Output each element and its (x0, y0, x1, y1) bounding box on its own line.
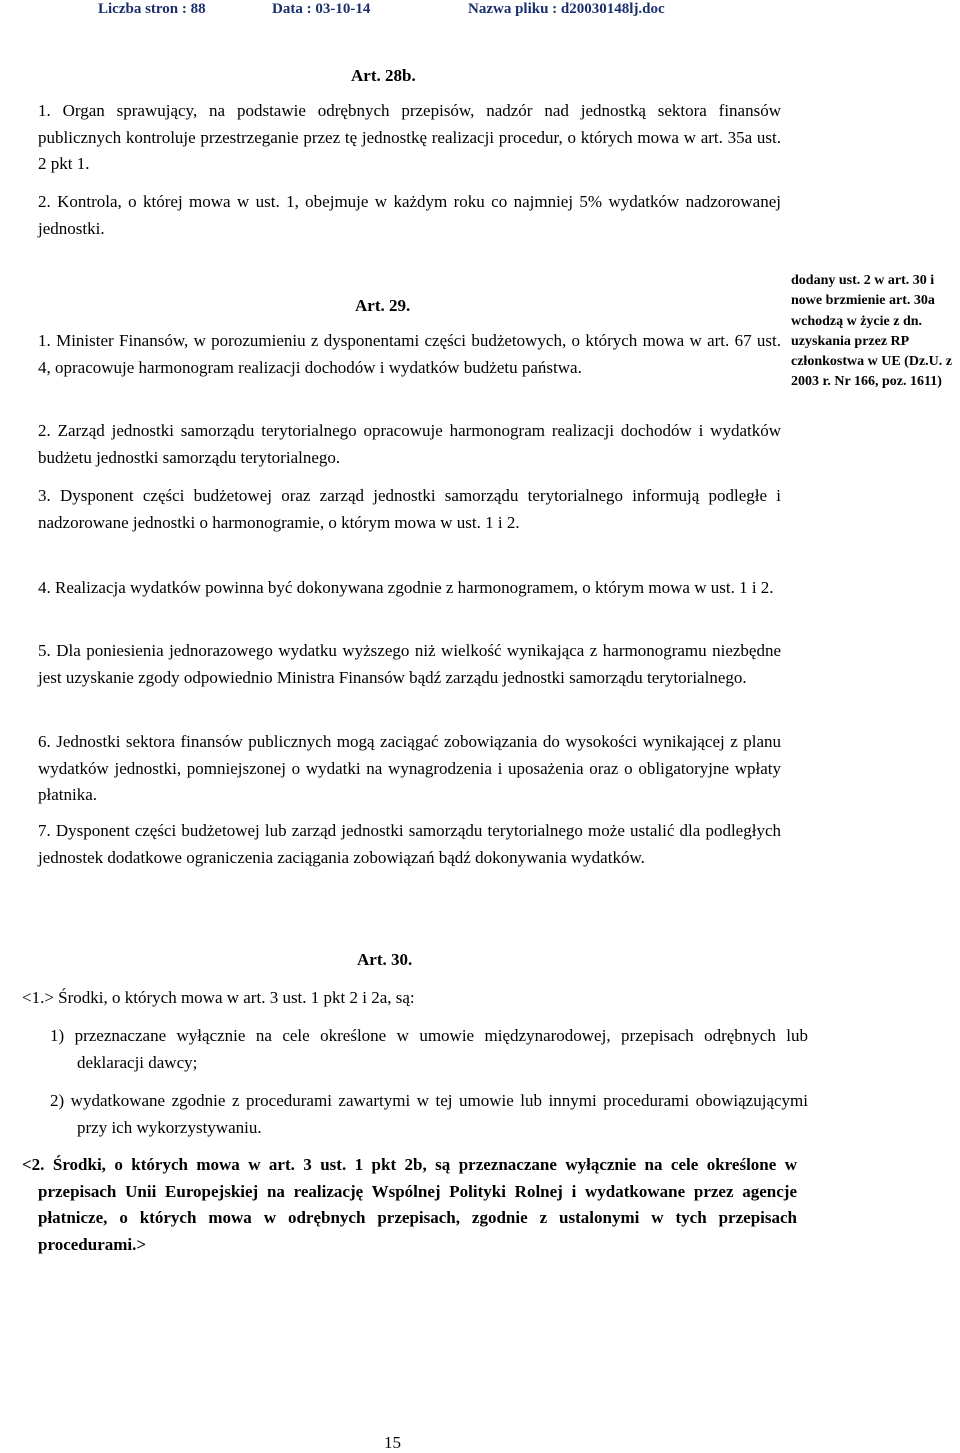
art-30-paragraph-2: <2. Środki, o których mowa w art. 3 ust. 1 pkt 2b, są przeznaczane wyłącznie na cele określone w przepisach Unii Europejskiej na realizację Wspólnej Polityki Rolnej i wydatkowane przez agencje płatnicze, o których mowa w odrębnych przepisach, zgodnie z ustalonymi w tych przepisach procedurami.> (22, 1155, 797, 1254)
art-30-list-item-2: 2) wydatkowane zgodnie z procedurami zawartymi w tej umowie lub innymi procedurami obowiązującymi przy ich wykorzystywaniu. (50, 1091, 808, 1137)
art-28b-title: Art. 28b. (351, 66, 416, 85)
art-30-paragraph-1-intro: <1.> Środki, o których mowa w art. 3 ust. 1 pkt 2 i 2a, są: (22, 988, 415, 1007)
art-29-title: Art. 29. (355, 296, 411, 315)
file-name: Nazwa pliku : d20030148lj.doc (468, 1, 665, 17)
art-29-paragraph-5: 5. Dla poniesienia jednorazowego wydatku wyższego niż wielkość wynikająca z harmonogramu niezbędne jest uzyskanie zgody odpowiednio Ministra Finansów bądź zarządu jednostki samorządu terytorialnego. (38, 641, 781, 687)
art-30-list-item-1: 1) przeznaczane wyłącznie na cele określone w umowie międzynarodowej, przepisach odrębnych lub deklaracji dawcy; (50, 1026, 808, 1072)
art-29-paragraph-6: 6. Jednostki sektora finansów publicznych mogą zaciągać zobowiązania do wysokości wynikającej z planu wydatków jednostki, pomniejszonej o wydatki na wynagrodzenia i uposażenia oraz o obligatoryjne wpłaty płatnika. (38, 732, 781, 804)
document-header (0, 0, 960, 20)
art-28b-paragraph-1: 1. Organ sprawujący, na podstawie odrębnych przepisów, nadzór nad jednostką sektora finansów publicznych kontroluje przestrzeganie przez tę jednostkę realizacji procedur, o których mowa w art. 35a ust. 2 pkt 1. (38, 101, 781, 173)
art-29-paragraph-2: 2. Zarząd jednostki samorządu terytorialnego opracowuje harmonogram realizacji dochodów i wydatków budżetu jednostki samorządu terytorialnego. (38, 421, 781, 467)
page-count: Liczba stron : 88 (98, 1, 206, 17)
art-29-paragraph-3: 3. Dysponent części budżetowej oraz zarząd jednostki samorządu terytorialnego informują podległe i nadzorowane jednostki o harmonogramie, o którym mowa w ust. 1 i 2. (38, 486, 781, 532)
art-30-title: Art. 30. (357, 950, 413, 969)
margin-note: dodany ust. 2 w art. 30 i nowe brzmienie art. 30a wchodzą w życie z dn. uzyskania przez RP członkostwa w UE (Dz.U. z 2003 r. Nr 166, poz. 1611) (791, 273, 952, 390)
art-29-paragraph-7: 7. Dysponent części budżetowej lub zarząd jednostki samorządu terytorialnego może ustalić dla podległych jednostek dodatkowe ograniczenia zaciągania zobowiązań bądź dokonywania wydatków. (38, 821, 781, 867)
art-28b-paragraph-2: 2. Kontrola, o której mowa w ust. 1, obejmuje w każdym roku co najmniej 5% wydatków nadzorowanej jednostki. (38, 192, 781, 238)
art-29-paragraph-4: 4. Realizacja wydatków powinna być dokonywana zgodnie z harmonogramem, o którym mowa w ust. 1 i 2. (38, 578, 774, 597)
art-29-paragraph-1: 1. Minister Finansów, w porozumieniu z dysponentami części budżetowych, o których mowa w art. 67 ust. 4, opracowuje harmonogram realizacji dochodów i wydatków budżetu państwa. (38, 331, 781, 377)
document-date: Data : 03-10-14 (272, 1, 371, 17)
page-number: 15 (384, 1433, 401, 1452)
